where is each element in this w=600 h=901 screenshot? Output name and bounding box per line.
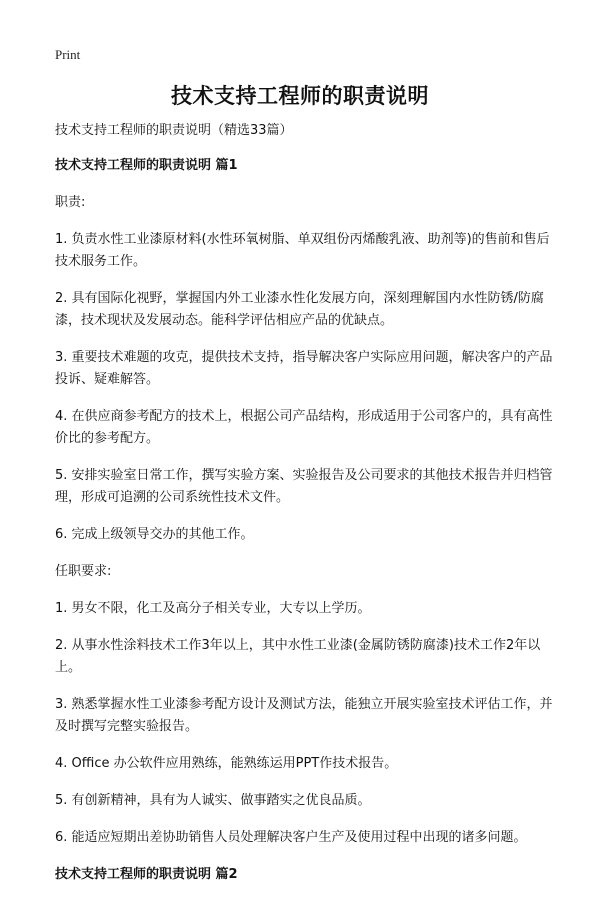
- duty-item: 5. 安排实验室日常工作，撰写实验方案、实验报告及公司要求的其他技术报告并归档管理，形成可追溯的公司系统性技术文件。: [55, 468, 553, 505]
- requirements-label: 任职要求:: [55, 564, 112, 579]
- duties-label: 职责:: [55, 195, 86, 210]
- duty-item: 4. 在供应商参考配方的技术上，根据公司产品结构，形成适用于公司客户的，具有高性价比的参考配方。: [55, 409, 553, 446]
- requirement-item: 1. 男女不限，化工及高分子相关专业，大专以上学历。: [55, 601, 371, 616]
- duty-item: 3. 重要技术难题的攻克，提供技术支持，指导解决客户实际应用问题，解决客户的产品投诉、疑难解答。: [55, 350, 553, 387]
- section-heading-2: 技术支持工程师的职责说明 篇2: [55, 867, 238, 882]
- requirement-item: 5. 有创新精神，具有为人诚实、做事踏实之优良品质。: [55, 793, 371, 808]
- section-heading-1: 技术支持工程师的职责说明 篇1: [55, 158, 238, 173]
- print-link[interactable]: Print: [55, 47, 81, 62]
- duty-item: 2. 具有国际化视野，掌握国内外工业漆水性化发展方向，深刻理解国内水性防锈/防腐漆，技术现状及发展动态。能科学评估相应产品的优缺点。: [55, 291, 544, 328]
- document-subtitle: 技术支持工程师的职责说明（精选33篇）: [55, 123, 293, 138]
- duty-item: 6. 完成上级领导交办的其他工作。: [55, 527, 254, 542]
- requirement-item: 6. 能适应短期出差协助销售人员处理解决客户生产及使用过程中出现的诸多问题。: [55, 830, 527, 845]
- duty-item: 1. 负责水性工业漆原材料(水性环氧树脂、单双组份丙烯酸乳液、助剂等)的售前和售后技术服务工作。: [55, 232, 550, 269]
- document-body: [55, 120, 555, 901]
- page-title: 技术支持工程师的职责说明: [171, 84, 429, 108]
- requirement-item: 4. Office 办公软件应用熟练，能熟练运用PPT作技术报告。: [55, 756, 398, 771]
- requirement-item: 3. 熟悉掌握水性工业漆参考配方设计及测试方法，能独立开展实验室技术评估工作，并及时撰写完整实验报告。: [55, 697, 553, 734]
- requirement-item: 2. 从事水性涂料技术工作3年以上，其中水性工业漆(金属防锈防腐漆)技术工作2年以上。: [55, 638, 541, 675]
